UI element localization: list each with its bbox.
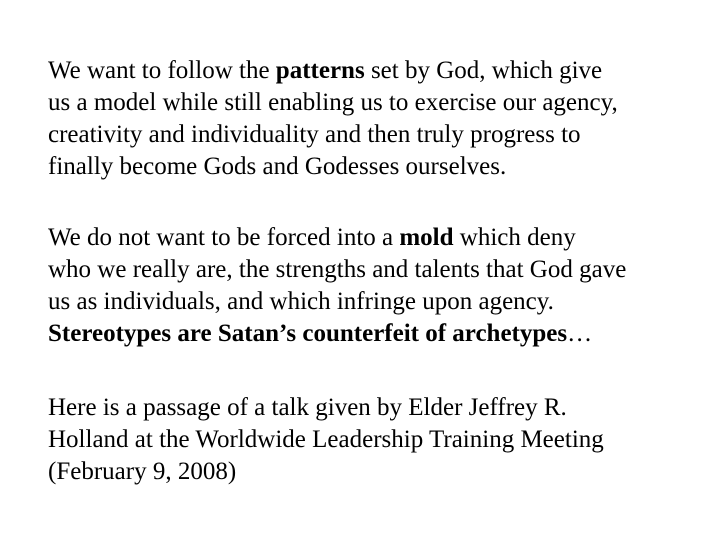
bold-sentence-stereotypes: Stereotypes are Satan’s counterfeit of archetypes <box>48 320 568 347</box>
text-run: set by God, which give <box>364 57 603 84</box>
text-line: Here is a passage of a talk given by Elder Jeffrey R. <box>48 394 567 421</box>
text-line <box>48 55 708 87</box>
text-line <box>48 318 708 350</box>
text-run: We want to follow the <box>48 57 276 84</box>
text-line: Holland at the Worldwide Leadership Training Meeting <box>48 426 604 453</box>
paragraph-passage <box>48 392 708 488</box>
text-line: us a model while still enabling us to exercise our agency, <box>48 89 618 116</box>
text-run: We do not want to be forced into a <box>48 224 400 251</box>
text-line: (February 9, 2008) <box>48 458 237 485</box>
text-line: us as individuals, and which infringe upon agency. <box>48 288 554 315</box>
text-line: creativity and individuality and then truly progress to <box>48 121 581 148</box>
paragraph-patterns <box>48 55 708 183</box>
text-run: which deny <box>453 224 576 251</box>
text-line: finally become Gods and Godesses ourselves. <box>48 153 507 180</box>
bold-word-patterns: patterns <box>275 57 365 84</box>
text-line: who we really are, the strengths and talents that God gave <box>48 256 627 283</box>
text-line <box>48 222 708 254</box>
paragraph-mold <box>48 222 708 350</box>
text-run: … <box>567 320 593 347</box>
bold-word-mold: mold <box>399 224 454 251</box>
